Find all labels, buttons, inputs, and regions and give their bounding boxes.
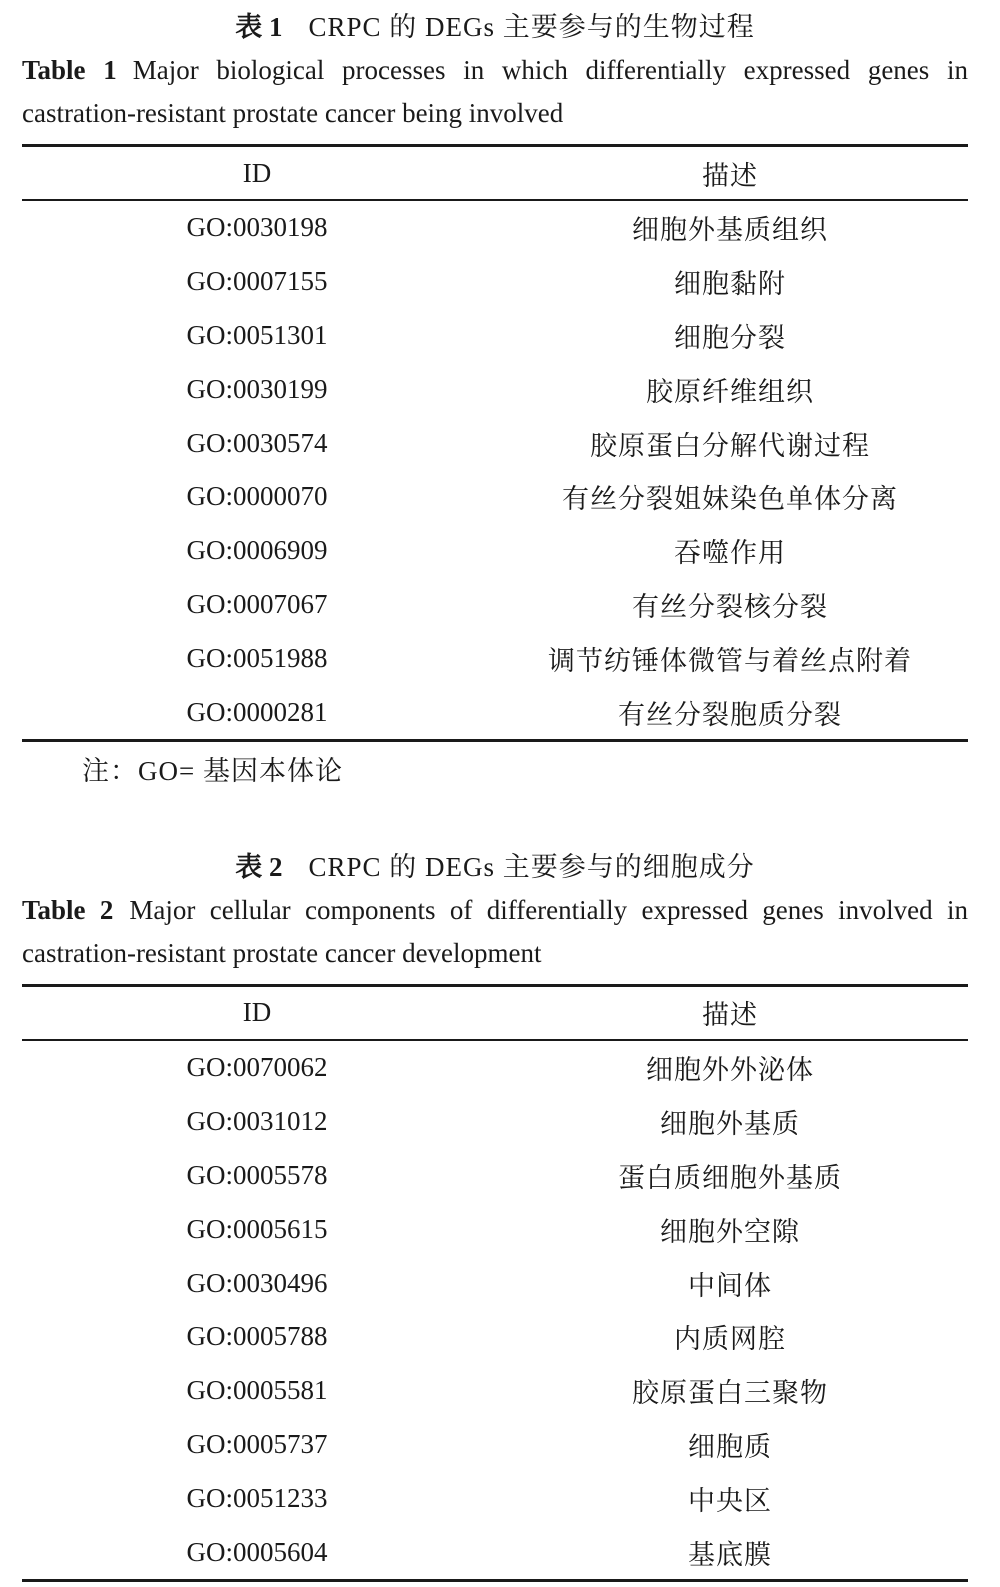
table2-cell-description: 胶原蛋白三聚物 [632, 1378, 828, 1409]
table2-header-row [22, 985, 968, 1040]
table2-cell-id: GO:0005604 [186, 1536, 328, 1567]
table2-cell-description: 细胞外基质 [660, 1109, 800, 1140]
table1-caption-en-number: Table 1 [22, 55, 117, 85]
table2-caption-en-number: Table 2 [22, 894, 114, 925]
table1-cell-id: GO:0030574 [186, 427, 328, 458]
table2-cell-id: GO:0005578 [186, 1159, 328, 1190]
table2-row [22, 1256, 968, 1310]
table2-caption-en [22, 889, 968, 975]
table2-caption-en-text: Major cellular components of differentially expressed genes involved in castration-resistant prostate cancer development [22, 894, 968, 968]
table1-cell-description: 吞噬作用 [674, 538, 786, 569]
table1-row [22, 309, 968, 363]
table1-caption-en-text: Major biological processes in which differentially expressed genes in castration-resistant prostate cancer being involved [22, 55, 968, 128]
table1-cell-description: 细胞黏附 [674, 269, 786, 300]
table2-cell-id: GO:0070062 [186, 1052, 328, 1083]
table1-cell-description: 胶原蛋白分解代谢过程 [590, 430, 870, 461]
table1-cell-id: GO:0051301 [186, 319, 328, 350]
table2-header-description: 描述 [702, 1000, 758, 1031]
table2-cell-id: GO:0005615 [186, 1213, 328, 1244]
table1-row [22, 416, 968, 470]
table1-row [22, 362, 968, 416]
table1-row [22, 578, 968, 632]
table2-caption-zh-text: CRPC 的 DEGs 主要参与的细胞成分 [308, 851, 755, 882]
table1-cell-id: GO:0030199 [186, 373, 328, 404]
table1-cell-id: GO:0007067 [186, 588, 328, 619]
table1-row [22, 631, 968, 685]
table1 [22, 144, 968, 742]
table1-cell-description: 细胞分裂 [674, 322, 786, 353]
table1-row [22, 470, 968, 524]
table2-cell-description: 细胞外外泌体 [646, 1055, 814, 1086]
table1-cell-description: 有丝分裂姐妹染色单体分离 [562, 484, 898, 515]
table2-cell-description: 细胞外空隙 [660, 1216, 800, 1247]
table2-cell-id: GO:0005788 [186, 1321, 328, 1352]
table2-cell-description: 基底膜 [688, 1539, 772, 1570]
table1-header-row [22, 146, 968, 201]
table2-cell-id: GO:0031012 [186, 1106, 328, 1137]
table1-row [22, 524, 968, 578]
table1-header-id: ID [242, 157, 272, 188]
table2-caption-zh [22, 852, 968, 882]
table2-row [22, 1418, 968, 1472]
table2-cell-id: GO:0005737 [186, 1428, 328, 1459]
table1-cell-description: 胶原纤维组织 [646, 376, 814, 407]
table2-row [22, 1095, 968, 1149]
table1-cell-id: GO:0007155 [186, 266, 328, 297]
table1-cell-description: 调节纺锤体微管与着丝点附着 [548, 645, 912, 676]
table1-cell-description: 有丝分裂胞质分裂 [618, 699, 842, 730]
table2 [22, 984, 968, 1582]
table2-row [22, 1364, 968, 1418]
table2-cell-description: 中央区 [688, 1485, 772, 1516]
table1-cell-id: GO:0030198 [186, 212, 328, 243]
table2-cell-description: 内质网腔 [674, 1324, 786, 1355]
table2-row [22, 1202, 968, 1256]
table2-row [22, 1525, 968, 1580]
table2-row [22, 1040, 968, 1095]
table2-header-id: ID [242, 997, 272, 1028]
table2-cell-description: 蛋白质细胞外基质 [618, 1162, 842, 1193]
table1-row [22, 685, 968, 740]
table2-body [22, 1040, 968, 1580]
table1-body [22, 200, 968, 740]
table2-cell-description: 中间体 [688, 1270, 772, 1301]
table2-cell-description: 细胞质 [688, 1431, 772, 1462]
table1-cell-id: GO:0000070 [186, 481, 328, 512]
page [22, 0, 968, 1582]
table2-cell-id: GO:0030496 [186, 1267, 328, 1298]
table1-cell-id: GO:0000281 [186, 696, 328, 727]
table1-caption-zh-text: CRPC 的 DEGs 主要参与的生物过程 [308, 12, 755, 42]
table2-caption-zh-number: 表 2 [235, 851, 283, 882]
table1-header-description: 描述 [702, 160, 758, 191]
table1-cell-id: GO:0006909 [186, 535, 328, 566]
table2-row [22, 1310, 968, 1364]
table1-row [22, 255, 968, 309]
table1-caption-zh-number: 表 1 [235, 12, 283, 42]
table1-note: 注：GO= 基因本体论 [82, 755, 343, 786]
table2-row [22, 1471, 968, 1525]
table1-caption-en [22, 49, 968, 135]
table2-row [22, 1149, 968, 1203]
table1-row [22, 200, 968, 255]
table1-cell-id: GO:0051988 [186, 642, 328, 673]
table1-cell-description: 有丝分裂核分裂 [632, 591, 828, 622]
table1-cell-description: 细胞外基质组织 [632, 215, 828, 246]
table2-cell-id: GO:0051233 [186, 1482, 328, 1513]
table1-caption-zh [22, 12, 968, 42]
table2-cell-id: GO:0005581 [186, 1375, 328, 1406]
